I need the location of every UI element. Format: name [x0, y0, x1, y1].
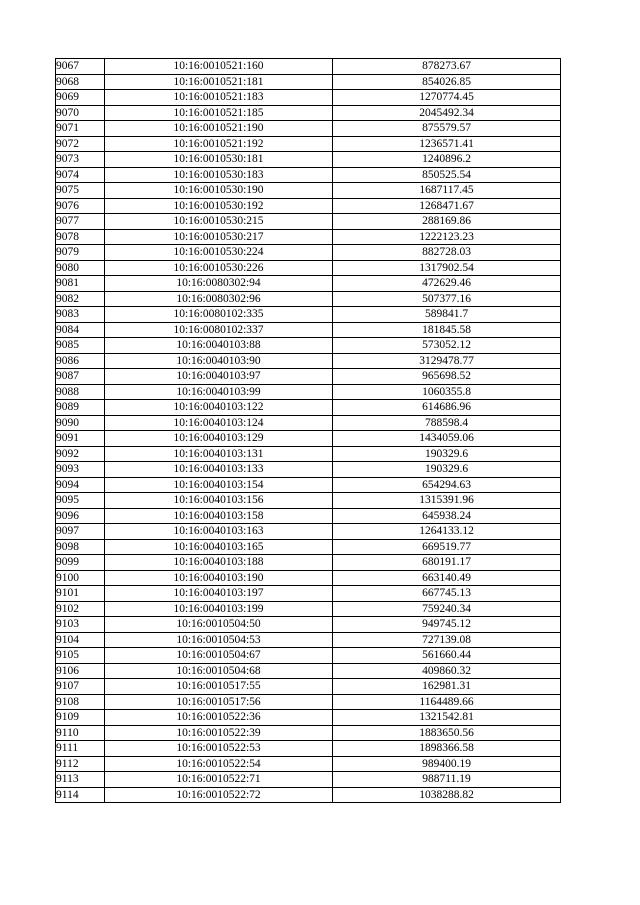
table-row	[56, 136, 561, 152]
cadastral-number-cell: 10:16:0010530:190	[105, 183, 333, 199]
cadastral-number-cell: 10:16:0080302:94	[105, 276, 333, 292]
row-number-cell: 9085	[56, 338, 105, 354]
value-cell: 589841.7	[333, 307, 561, 323]
cadastral-number-cell: 10:16:0010504:50	[105, 617, 333, 633]
row-number-cell: 9105	[56, 648, 105, 664]
row-number-cell: 9071	[56, 121, 105, 137]
row-number-cell: 9092	[56, 446, 105, 462]
row-number-cell: 9094	[56, 477, 105, 493]
value-cell: 645938.24	[333, 508, 561, 524]
table-row	[56, 586, 561, 602]
table-row	[56, 276, 561, 292]
table-row	[56, 601, 561, 617]
cadastral-number-cell: 10:16:0010504:68	[105, 663, 333, 679]
value-cell: 190329.6	[333, 446, 561, 462]
cadastral-number-cell: 10:16:0040103:199	[105, 601, 333, 617]
table-row	[56, 152, 561, 168]
cadastral-number-cell: 10:16:0040103:156	[105, 493, 333, 509]
row-number-cell: 9068	[56, 74, 105, 90]
table-row	[56, 539, 561, 555]
table-row	[56, 524, 561, 540]
value-cell: 1434059.06	[333, 431, 561, 447]
cadastral-number-cell: 10:16:0040103:190	[105, 570, 333, 586]
cadastral-number-cell: 10:16:0010530:224	[105, 245, 333, 261]
cadastral-number-cell: 10:16:0040103:131	[105, 446, 333, 462]
value-cell: 1060355.8	[333, 384, 561, 400]
cadastral-number-cell: 10:16:0040103:154	[105, 477, 333, 493]
cadastral-number-cell: 10:16:0040103:165	[105, 539, 333, 555]
row-number-cell: 9111	[56, 741, 105, 757]
value-cell: 561660.44	[333, 648, 561, 664]
value-cell: 573052.12	[333, 338, 561, 354]
table-row	[56, 183, 561, 199]
table-row	[56, 446, 561, 462]
table-row	[56, 617, 561, 633]
row-number-cell: 9101	[56, 586, 105, 602]
cadastral-number-cell: 10:16:0040103:163	[105, 524, 333, 540]
cadastral-number-cell: 10:16:0010504:67	[105, 648, 333, 664]
value-cell: 162981.31	[333, 679, 561, 695]
value-cell: 727139.08	[333, 632, 561, 648]
row-number-cell: 9080	[56, 260, 105, 276]
value-cell: 614686.96	[333, 400, 561, 416]
row-number-cell: 9109	[56, 710, 105, 726]
table-row	[56, 291, 561, 307]
row-number-cell: 9069	[56, 90, 105, 106]
value-cell: 190329.6	[333, 462, 561, 478]
cadastral-number-cell: 10:16:0010522:53	[105, 741, 333, 757]
row-number-cell: 9099	[56, 555, 105, 571]
row-number-cell: 9087	[56, 369, 105, 385]
row-number-cell: 9078	[56, 229, 105, 245]
row-number-cell: 9072	[56, 136, 105, 152]
value-cell: 667745.13	[333, 586, 561, 602]
row-number-cell: 9077	[56, 214, 105, 230]
cadastral-number-cell: 10:16:0040103:122	[105, 400, 333, 416]
cadastral-number-cell: 10:16:0010522:54	[105, 756, 333, 772]
table-row	[56, 198, 561, 214]
value-cell: 1038288.82	[333, 787, 561, 803]
row-number-cell: 9070	[56, 105, 105, 121]
table-row	[56, 648, 561, 664]
row-number-cell: 9107	[56, 679, 105, 695]
table-row	[56, 322, 561, 338]
table-row	[56, 555, 561, 571]
value-cell: 288169.86	[333, 214, 561, 230]
value-cell: 1315391.96	[333, 493, 561, 509]
table-row	[56, 431, 561, 447]
row-number-cell: 9084	[56, 322, 105, 338]
table-row	[56, 121, 561, 137]
cadastral-number-cell: 10:16:0080302:96	[105, 291, 333, 307]
row-number-cell: 9081	[56, 276, 105, 292]
cadastral-number-cell: 10:16:0010521:160	[105, 59, 333, 75]
value-cell: 989400.19	[333, 756, 561, 772]
cadastral-number-cell: 10:16:0010521:181	[105, 74, 333, 90]
table-row	[56, 369, 561, 385]
row-number-cell: 9093	[56, 462, 105, 478]
table-row	[56, 59, 561, 75]
table-row	[56, 570, 561, 586]
cadastral-number-cell: 10:16:0010517:56	[105, 694, 333, 710]
cadastral-number-cell: 10:16:0040103:90	[105, 353, 333, 369]
value-cell: 507377.16	[333, 291, 561, 307]
value-cell: 1268471.67	[333, 198, 561, 214]
row-number-cell: 9090	[56, 415, 105, 431]
table-row	[56, 725, 561, 741]
table-body	[56, 59, 561, 803]
value-cell: 1317902.54	[333, 260, 561, 276]
value-cell: 472629.46	[333, 276, 561, 292]
row-number-cell: 9096	[56, 508, 105, 524]
cadastral-number-cell: 10:16:0040103:133	[105, 462, 333, 478]
cadastral-number-cell: 10:16:0010517:55	[105, 679, 333, 695]
value-cell: 1883650.56	[333, 725, 561, 741]
value-cell: 409860.32	[333, 663, 561, 679]
cadastral-number-cell: 10:16:0010530:226	[105, 260, 333, 276]
table-row	[56, 508, 561, 524]
value-cell: 988711.19	[333, 772, 561, 788]
cadastral-number-cell: 10:16:0010530:217	[105, 229, 333, 245]
table-row	[56, 338, 561, 354]
value-cell: 680191.17	[333, 555, 561, 571]
cadastral-number-cell: 10:16:0010522:71	[105, 772, 333, 788]
table-row	[56, 229, 561, 245]
table-row	[56, 741, 561, 757]
table-row	[56, 90, 561, 106]
row-number-cell: 9098	[56, 539, 105, 555]
table-row	[56, 477, 561, 493]
table-row	[56, 663, 561, 679]
row-number-cell: 9075	[56, 183, 105, 199]
table-row	[56, 632, 561, 648]
row-number-cell: 9082	[56, 291, 105, 307]
value-cell: 949745.12	[333, 617, 561, 633]
row-number-cell: 9097	[56, 524, 105, 540]
table-row	[56, 353, 561, 369]
row-number-cell: 9088	[56, 384, 105, 400]
row-number-cell: 9104	[56, 632, 105, 648]
value-cell: 669519.77	[333, 539, 561, 555]
table-row	[56, 787, 561, 803]
table-row	[56, 74, 561, 90]
row-number-cell: 9079	[56, 245, 105, 261]
row-number-cell: 9074	[56, 167, 105, 183]
row-number-cell: 9106	[56, 663, 105, 679]
row-number-cell: 9095	[56, 493, 105, 509]
cadastral-value-table	[55, 58, 561, 803]
value-cell: 965698.52	[333, 369, 561, 385]
value-cell: 759240.34	[333, 601, 561, 617]
row-number-cell: 9103	[56, 617, 105, 633]
value-cell: 1164489.66	[333, 694, 561, 710]
cadastral-number-cell: 10:16:0080102:337	[105, 322, 333, 338]
row-number-cell: 9108	[56, 694, 105, 710]
table-row	[56, 167, 561, 183]
cadastral-number-cell: 10:16:0010504:53	[105, 632, 333, 648]
table-row	[56, 214, 561, 230]
row-number-cell: 9091	[56, 431, 105, 447]
table-row	[56, 756, 561, 772]
row-number-cell: 9067	[56, 59, 105, 75]
row-number-cell: 9110	[56, 725, 105, 741]
value-cell: 654294.63	[333, 477, 561, 493]
cadastral-number-cell: 10:16:0010521:192	[105, 136, 333, 152]
cadastral-number-cell: 10:16:0040103:99	[105, 384, 333, 400]
value-cell: 1264133.12	[333, 524, 561, 540]
cadastral-number-cell: 10:16:0040103:124	[105, 415, 333, 431]
table-row	[56, 710, 561, 726]
cadastral-number-cell: 10:16:0010530:192	[105, 198, 333, 214]
value-cell: 878273.67	[333, 59, 561, 75]
value-cell: 875579.57	[333, 121, 561, 137]
row-number-cell: 9113	[56, 772, 105, 788]
value-cell: 1222123.23	[333, 229, 561, 245]
cadastral-number-cell: 10:16:0040103:129	[105, 431, 333, 447]
row-number-cell: 9114	[56, 787, 105, 803]
cadastral-number-cell: 10:16:0010521:190	[105, 121, 333, 137]
cadastral-number-cell: 10:16:0010522:36	[105, 710, 333, 726]
row-number-cell: 9083	[56, 307, 105, 323]
table-row	[56, 694, 561, 710]
row-number-cell: 9100	[56, 570, 105, 586]
table-row	[56, 307, 561, 323]
cadastral-number-cell: 10:16:0010530:215	[105, 214, 333, 230]
cadastral-number-cell: 10:16:0040103:97	[105, 369, 333, 385]
value-cell: 882728.03	[333, 245, 561, 261]
row-number-cell: 9089	[56, 400, 105, 416]
table-row	[56, 493, 561, 509]
value-cell: 2045492.34	[333, 105, 561, 121]
cadastral-number-cell: 10:16:0010530:181	[105, 152, 333, 168]
value-cell: 854026.85	[333, 74, 561, 90]
cadastral-number-cell: 10:16:0010521:185	[105, 105, 333, 121]
table-row	[56, 384, 561, 400]
value-cell: 1687117.45	[333, 183, 561, 199]
value-cell: 1240896.2	[333, 152, 561, 168]
cadastral-number-cell: 10:16:0010522:72	[105, 787, 333, 803]
row-number-cell: 9073	[56, 152, 105, 168]
table-row	[56, 679, 561, 695]
cadastral-number-cell: 10:16:0010522:39	[105, 725, 333, 741]
cadastral-number-cell: 10:16:0040103:188	[105, 555, 333, 571]
value-cell: 850525.54	[333, 167, 561, 183]
table-row	[56, 400, 561, 416]
row-number-cell: 9086	[56, 353, 105, 369]
cadastral-number-cell: 10:16:0080102:335	[105, 307, 333, 323]
table-row	[56, 415, 561, 431]
row-number-cell: 9112	[56, 756, 105, 772]
table-row	[56, 772, 561, 788]
value-cell: 1321542.81	[333, 710, 561, 726]
cadastral-number-cell: 10:16:0040103:88	[105, 338, 333, 354]
cadastral-number-cell: 10:16:0040103:197	[105, 586, 333, 602]
cadastral-number-cell: 10:16:0010521:183	[105, 90, 333, 106]
table-row	[56, 105, 561, 121]
value-cell: 663140.49	[333, 570, 561, 586]
table-row	[56, 260, 561, 276]
table-row	[56, 462, 561, 478]
cadastral-number-cell: 10:16:0040103:158	[105, 508, 333, 524]
row-number-cell: 9102	[56, 601, 105, 617]
value-cell: 1236571.41	[333, 136, 561, 152]
cadastral-number-cell: 10:16:0010530:183	[105, 167, 333, 183]
value-cell: 1898366.58	[333, 741, 561, 757]
value-cell: 1270774.45	[333, 90, 561, 106]
value-cell: 181845.58	[333, 322, 561, 338]
value-cell: 3129478.77	[333, 353, 561, 369]
value-cell: 788598.4	[333, 415, 561, 431]
row-number-cell: 9076	[56, 198, 105, 214]
table-row	[56, 245, 561, 261]
